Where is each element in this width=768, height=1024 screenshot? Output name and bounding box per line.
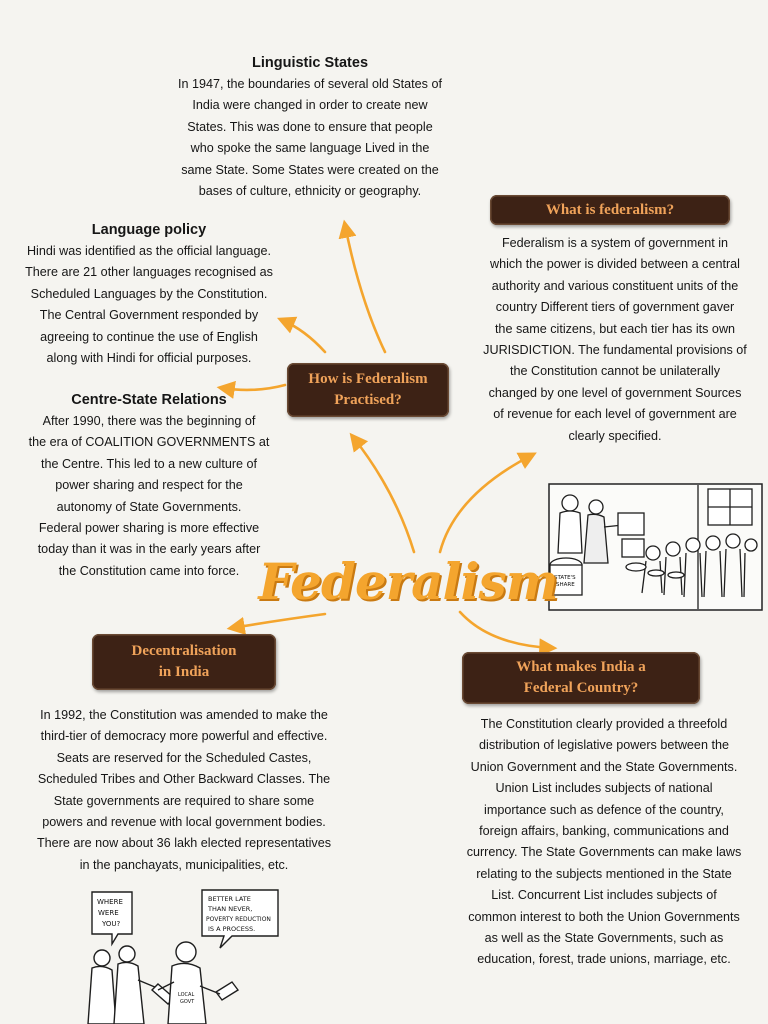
svg-text:SHARE: SHARE (556, 582, 575, 588)
section-body: The Constitution clearly provided a threefold distribution of legislative powers between the Union Government and the State Governments. Union List includes subjects of national importance such as defence of the country, foreign affairs, banking, communications and currency. The State Governments can make laws relating to the subjects mentioned in the State List. Concurrent List includes subjects of common interest to both the Union Governments as well as the State Governments, such as education, forest, trade unions, marriage, etc. (466, 717, 742, 967)
svg-text:GOVT: GOVT (180, 999, 195, 1005)
speech-bubble-better-late: BETTER LATE (208, 895, 251, 903)
svg-text:IS A PROCESS.: IS A PROCESS. (208, 925, 256, 933)
language-policy-section (0, 222, 298, 369)
curved-arrow-icon (345, 225, 385, 352)
what-is-federalism-pill: What is federalism? (490, 195, 730, 225)
section-heading: Language policy (91, 222, 207, 238)
curved-arrow-icon (222, 385, 285, 390)
speech-bubble-where: WHERE (97, 898, 123, 906)
centre-state-relations-section (0, 392, 298, 582)
federalism-title: Federalism (258, 552, 558, 611)
local-govt-sign: LOCAL (178, 992, 195, 998)
how-is-federalism-practised-pill: How is Federalism Practised? (287, 363, 449, 417)
decentralisation-section (6, 705, 362, 876)
curved-arrow-icon (440, 455, 532, 552)
linguistic-states-section (150, 55, 470, 202)
section-body: Hindi was identified as the official language. There are 21 other languages recognised as Scheduled Languages by the Constitution. The Central Government responded by agreeing to continue the use of English along with Hindi for official purposes. (25, 244, 273, 366)
section-body: Federalism is a system of government in which the power is divided between a central authority and various constituent units of the country Different tiers of government gaver the same citizens, but each tier has its own JURISDICTION. The fundamental provisions of the Constitution cannot be unilaterally changed by one level of government Sources of revenue for each level of government are clearly specified. (483, 236, 747, 443)
what-makes-india-federal-section (440, 714, 768, 971)
queue-cartoon-illustration (548, 483, 763, 611)
what-makes-india-federal-pill: What makes India a Federal Country? (462, 652, 700, 704)
what-is-federalism-section (462, 233, 768, 447)
section-body: After 1990, there was the beginning of the era of COALITION GOVERNMENTS at the Centre. This led to a new culture of power sharing and respect for the autonomy of State Governments. Federal power sharing is more effective today than it was in the early years after the Constitution came into force. (28, 414, 270, 578)
svg-text:POVERTY REDUCTION: POVERTY REDUCTION (206, 916, 271, 923)
svg-text:THAN NEVER,: THAN NEVER, (208, 905, 253, 913)
decentralisation-pill: Decentralisation in India (92, 634, 276, 690)
curved-arrow-icon (460, 612, 552, 648)
poverty-cartoon-illustration (82, 886, 282, 1024)
state-share-sign: STATE'S (554, 575, 576, 581)
svg-text:YOU?: YOU? (102, 920, 121, 928)
section-heading: Centre-State Relations (71, 392, 227, 408)
curved-arrow-icon (232, 614, 325, 628)
section-heading: Linguistic States (251, 55, 369, 71)
svg-text:WERE: WERE (98, 909, 119, 917)
section-body: In 1992, the Constitution was amended to make the third-tier of democracy more powerful and effective. Seats are reserved for the Scheduled Castes, Scheduled Tribes and Other Backward Classes. The State governments are required to share some powers and revenue with local government bodies. There are now about 36 lakh elected representatives in the panchayats, municipalities, etc. (36, 708, 332, 872)
section-body: In 1947, the boundaries of several old States of India were changed in order to create new States. This was done to ensure that people who spoke the same language Lived in the same State. Some States were created on the bases of culture, ethnicity or geography. (178, 77, 442, 199)
curved-arrow-icon (353, 437, 414, 552)
